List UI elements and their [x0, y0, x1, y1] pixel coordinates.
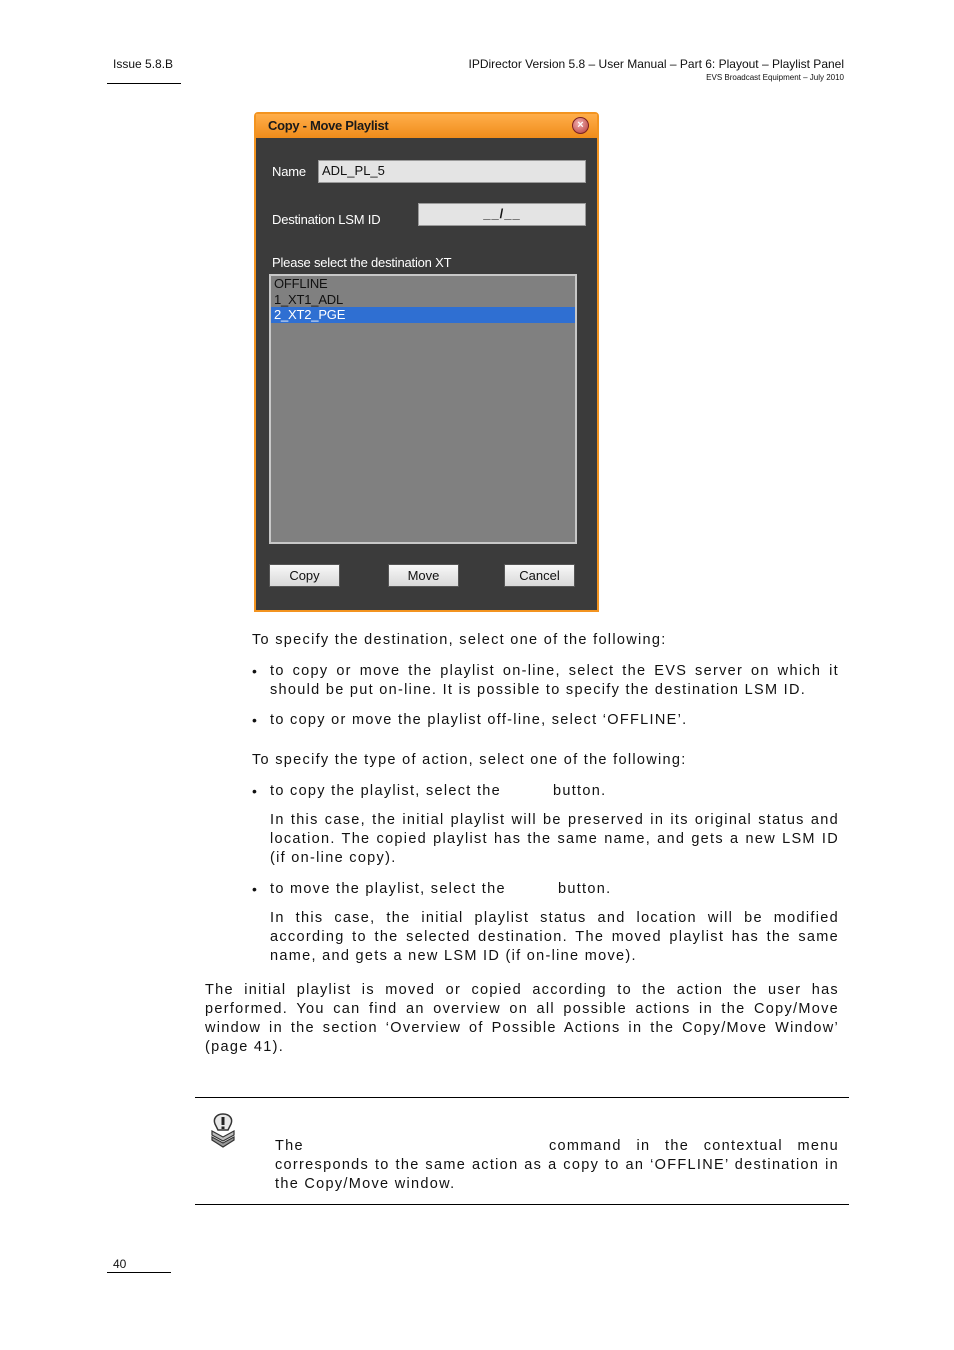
name-input[interactable]: ADL_PL_5 [318, 160, 586, 183]
destination-list[interactable] [269, 274, 577, 544]
note-bottom-rule [195, 1204, 849, 1205]
dialog-title: Copy - Move Playlist [268, 118, 389, 133]
bullet-glyph: • [252, 783, 257, 799]
list-item-xt1-adl[interactable]: 1_XT1_ADL [274, 291, 344, 307]
list-label: Please select the destination XT [272, 255, 452, 270]
list-item-offline[interactable]: OFFLINE [274, 276, 328, 291]
footer-rule [107, 1272, 171, 1273]
close-icon[interactable]: × [572, 117, 589, 134]
dialog-titlebar [256, 114, 597, 138]
page-number: 40 [113, 1257, 127, 1271]
issue-label: Issue 5.8.B [113, 57, 174, 71]
note-pin-icon [207, 1111, 239, 1151]
destination-intro: To specify the destination, select one of the following: [252, 632, 667, 648]
move-detail-text: In this case, the initial playlist status and location will be modified according to the selected destination. The moved playlist has the same name, and gets a new LSM ID (if on-line move). [270, 910, 839, 964]
summary-paragraph: The initial playlist is moved or copied according to the action the user has performed. You can find an overview on all possible actions in the Copy/Move window in the section ‘Overview of Possible Actions in the Copy/Move Window’ (page 41). [205, 982, 839, 1055]
note-text-body: corresponds to the same action as a copy to an ‘OFFLINE’ destination in the Copy/Move window. [275, 1157, 839, 1192]
lsm-label: Destination LSM ID [272, 212, 381, 227]
lsm-id-input[interactable]: __/__ [418, 203, 586, 226]
copy-detail-text: In this case, the initial playlist will be preserved in its original status and location. The copied playlist has the same name, and gets a new LSM ID (if on-line copy). [270, 812, 839, 866]
bullet-glyph: • [252, 712, 257, 728]
note-top-rule [195, 1097, 849, 1098]
dest-online-text: to copy or move the playlist on-line, select the EVS server on which it should be put on-line. It is possible to specify the destination LSM ID. [270, 663, 839, 698]
copy-button[interactable]: Copy [269, 564, 340, 587]
header-rule [107, 83, 181, 84]
list-item-xt2-pge[interactable]: 2_XT2_PGE [271, 307, 575, 323]
manual-subtitle: EVS Broadcast Equipment – July 2010 [706, 73, 844, 82]
manual-title: IPDirector Version 5.8 – User Manual – Part 6: Playout – Playlist Panel [468, 57, 844, 71]
dest-offline-text: to copy or move the playlist off-line, select ‘OFFLINE’. [270, 712, 688, 728]
move-button[interactable]: Move [388, 564, 459, 587]
copy-move-dialog [254, 112, 599, 612]
copy-bullet-text: to copy the playlist, select the [270, 783, 502, 799]
bullet-glyph: • [252, 881, 257, 897]
note-text-start: The [275, 1138, 304, 1154]
cancel-button[interactable]: Cancel [504, 564, 575, 587]
name-label: Name [272, 164, 306, 179]
bullet-glyph: • [252, 663, 257, 679]
action-intro: To specify the type of action, select one of the following: [252, 752, 687, 768]
move-bullet-suffix: button. [558, 881, 612, 897]
copy-bullet-suffix: button. [553, 783, 607, 799]
note-text-command: command in the contextual menu [549, 1138, 839, 1154]
move-bullet-text: to move the playlist, select the [270, 881, 506, 897]
